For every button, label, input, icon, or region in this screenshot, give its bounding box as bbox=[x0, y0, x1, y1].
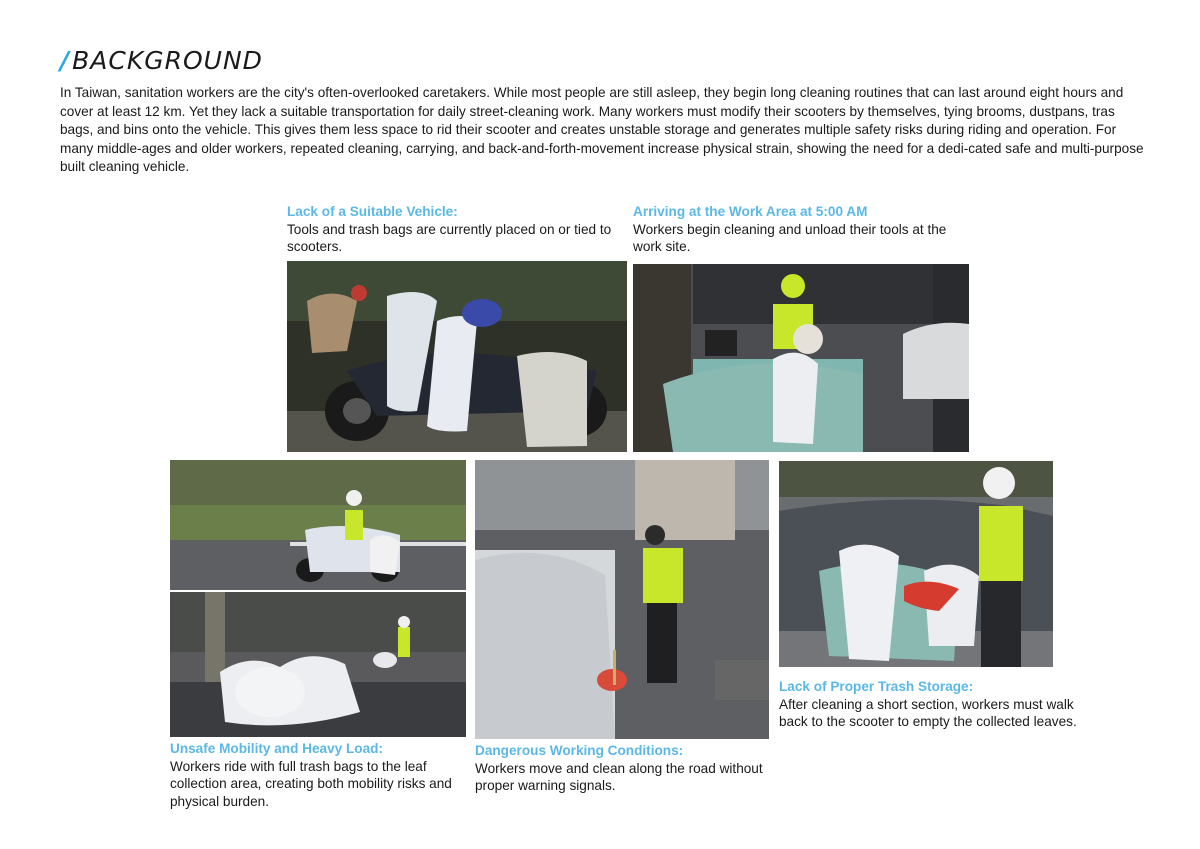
caption-title: Dangerous Working Conditions: bbox=[475, 743, 684, 758]
caption-trash-storage bbox=[779, 678, 1099, 731]
caption-title: Unsafe Mobility and Heavy Load: bbox=[170, 741, 384, 756]
intro-paragraph: In Taiwan, sanitation workers are the city's often-overlooked caretakers. While most people are still asleep, they begin long cleaning routines that can last around eight hours and cover at least 12 km. Yet they lack a suitable transportation for daily street-cleaning work. Many workers must modify their scooters by themselves, tying brooms, dustpans, tras bags, and bins onto the vehicle. This gives them less space to rid their scooter and creates unstable storage and generates multiple safety risks during riding and operation. For many middle-ages and older workers, repeated cleaning, carrying, and back-and-forth-movement increase physical strain, showing the need for a dedi-cated safe and multi-purpose built cleaning vehicle. bbox=[60, 85, 1144, 175]
photo-loaded-scooter bbox=[287, 261, 627, 452]
caption-body: Workers begin cleaning and unload their tools at the work site. bbox=[633, 221, 947, 254]
caption-arriving bbox=[633, 203, 953, 256]
caption-body: After cleaning a short section, workers must walk back to the scooter to empty the collected leaves. bbox=[779, 696, 1077, 729]
page-title bbox=[60, 46, 263, 80]
photo-trash-storage bbox=[779, 461, 1053, 667]
caption-dangerous-conditions bbox=[475, 742, 785, 795]
photo-riding-with-bags bbox=[170, 460, 466, 590]
photo-dangerous-road bbox=[475, 460, 769, 739]
caption-body: Tools and trash bags are currently placed on or tied to scooters. bbox=[287, 221, 612, 254]
title-text: BACKGROUND bbox=[72, 46, 263, 75]
caption-title: Lack of Proper Trash Storage: bbox=[779, 679, 974, 694]
title-slash: / bbox=[60, 46, 71, 75]
caption-unsafe-mobility bbox=[170, 740, 470, 810]
caption-body: Workers ride with full trash bags to the leaf collection area, creating both mobility risks and physical burden. bbox=[170, 758, 452, 809]
photo-arriving-worker bbox=[633, 264, 969, 452]
caption-body: Workers move and clean along the road without proper warning signals. bbox=[475, 760, 763, 793]
caption-title: Lack of a Suitable Vehicle: bbox=[287, 204, 458, 219]
caption-title: Arriving at the Work Area at 5:00 AM bbox=[633, 204, 868, 219]
photo-bags-on-ground bbox=[170, 592, 466, 737]
caption-suitable-vehicle bbox=[287, 203, 632, 256]
